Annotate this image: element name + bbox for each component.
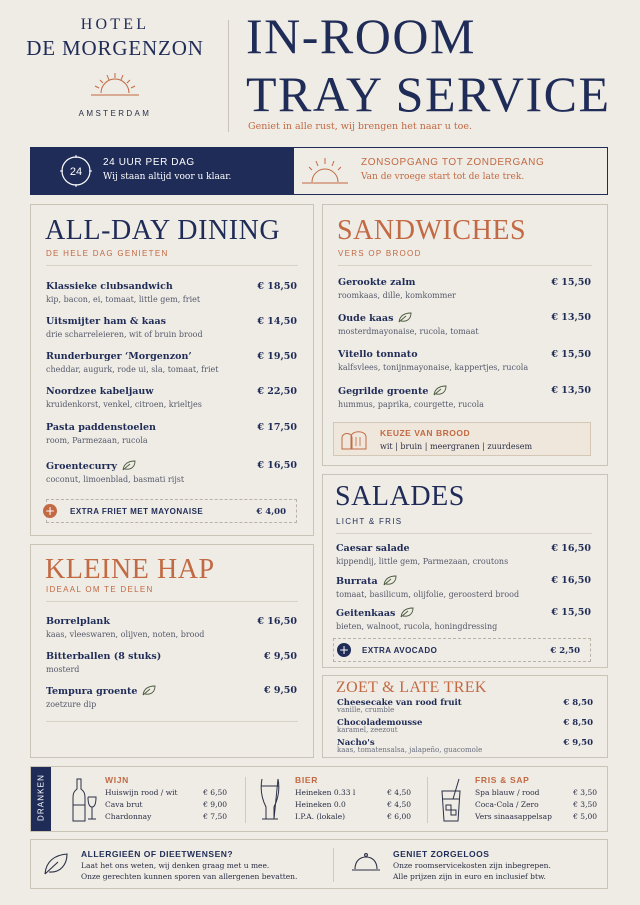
menu-item-name: Nacho's bbox=[337, 738, 375, 748]
drink-price: € 3,50 bbox=[573, 800, 597, 809]
drink-row bbox=[295, 788, 411, 797]
leaf-vegetarian-icon bbox=[400, 607, 414, 618]
menu-item-name: Klassieke clubsandwich bbox=[46, 281, 173, 292]
menu-item-price: € 16,50 bbox=[257, 460, 297, 471]
drink-row bbox=[105, 812, 227, 821]
soda-glass-icon bbox=[439, 777, 463, 823]
drink-group-title: WIJN bbox=[105, 775, 129, 785]
section-divider bbox=[46, 265, 298, 266]
drink-group-fris bbox=[475, 775, 597, 821]
menu-item bbox=[336, 543, 591, 566]
all-day-dining-title: ALL-DAY DINING bbox=[45, 215, 281, 246]
drink-name: Spa blauw / rood bbox=[475, 788, 540, 797]
menu-item-price: € 16,50 bbox=[551, 543, 591, 554]
banner-daytime-title: ZONSOPGANG TOT ZONDERGANG bbox=[361, 157, 545, 168]
allergy-title: ALLERGIEËN OF DIEETWENSEN? bbox=[81, 849, 234, 859]
drink-name: Heineken 0.33 l bbox=[295, 788, 356, 797]
all-day-dining-subtitle: DE HELE DAG GENIETEN bbox=[46, 249, 169, 258]
menu-item bbox=[46, 460, 297, 484]
menu-item bbox=[46, 386, 297, 409]
menu-item-name: Bitterballen (8 stuks) bbox=[46, 651, 162, 662]
extra-option bbox=[333, 638, 591, 662]
menu-item-desc: coconut, limoenblad, basmati rijst bbox=[46, 475, 185, 484]
menu-item-price: € 9,50 bbox=[263, 651, 297, 662]
menu-item-price: € 13,50 bbox=[551, 385, 591, 396]
menu-item-price: € 18,50 bbox=[257, 281, 297, 292]
page-title-line1: IN-ROOM bbox=[246, 8, 476, 64]
menu-item-price: € 13,50 bbox=[551, 312, 591, 323]
drink-price: € 9,00 bbox=[203, 800, 227, 809]
menu-item bbox=[46, 616, 297, 639]
footer-divider bbox=[333, 848, 334, 882]
drink-name: I.P.A. (lokale) bbox=[295, 812, 346, 821]
drink-group-title: FRIS & SAP bbox=[475, 775, 530, 785]
drink-divider bbox=[427, 777, 428, 823]
sandwiches-title: SANDWICHES bbox=[337, 215, 527, 246]
drink-group-title: BIER bbox=[295, 775, 319, 785]
drink-group-wijn bbox=[105, 775, 227, 821]
drink-row bbox=[295, 812, 411, 821]
kleine-hap-title: KLEINE HAP bbox=[45, 554, 215, 585]
bread-choice-title: KEUZE VAN BROOD bbox=[380, 428, 471, 438]
menu-item-price: € 22,50 bbox=[257, 386, 297, 397]
kleine-hap-subtitle: IDEAAL OM TE DELEN bbox=[46, 585, 154, 594]
menu-item-desc: room, Parmezaan, rucola bbox=[46, 436, 148, 445]
bread-choice-options: wit | bruin | meergranen | zuurdesem bbox=[380, 442, 533, 451]
drink-row bbox=[105, 800, 227, 809]
bread-icon bbox=[339, 429, 369, 451]
banner-hours-subtitle: Wij staan altijd voor u klaar. bbox=[103, 172, 232, 182]
leaf-allergy-icon bbox=[43, 852, 69, 876]
menu-item-desc: kip, bacon, ei, tomaat, little gem, friet bbox=[46, 295, 201, 304]
zoet-late-trek-panel bbox=[322, 675, 608, 758]
wine-bottle-glass-icon bbox=[71, 777, 97, 823]
menu-item-price: € 8,50 bbox=[563, 718, 593, 728]
menu-item-name: Gegrilde groente bbox=[338, 386, 429, 397]
drink-price: € 3,50 bbox=[573, 788, 597, 797]
drink-price: € 5,00 bbox=[573, 812, 597, 821]
drink-name: Coca-Cola / Zero bbox=[475, 800, 539, 809]
hotel-name-line2: DE MORGENZON bbox=[26, 36, 204, 60]
section-divider bbox=[46, 721, 298, 722]
allergy-line1: Laat het ons weten, wij denken graag met u mee. bbox=[81, 861, 270, 870]
menu-item-name: Groentecurry bbox=[46, 461, 118, 472]
menu-item-name: Gerookte zalm bbox=[338, 277, 416, 288]
menu-item-price: € 16,50 bbox=[257, 616, 297, 627]
drinks-tab-label: DRANKEN bbox=[36, 774, 46, 821]
menu-item-name: Borrelplank bbox=[46, 616, 110, 627]
menu-item bbox=[336, 607, 591, 631]
salades-panel bbox=[322, 474, 608, 668]
allergy-line2: Onze gerechten kunnen sporen van allergenen bevatten. bbox=[81, 872, 298, 881]
menu-item bbox=[46, 316, 297, 339]
extra-option-label: EXTRA FRIET MET MAYONAISE bbox=[70, 507, 204, 516]
page-title-line2: TRAY SERVICE bbox=[246, 66, 611, 122]
drink-row bbox=[105, 788, 227, 797]
menu-item bbox=[46, 651, 297, 674]
drink-name: Heineken 0.0 bbox=[295, 800, 346, 809]
menu-item-desc: kalfsvlees, tonijnmayonaise, kappertjes, rucola bbox=[338, 363, 529, 372]
drink-row bbox=[475, 788, 597, 797]
leaf-vegetarian-icon bbox=[122, 460, 136, 471]
drink-row bbox=[475, 812, 597, 821]
drink-row bbox=[295, 800, 411, 809]
menu-item-price: € 19,50 bbox=[257, 351, 297, 362]
bread-choice-box bbox=[333, 422, 591, 456]
menu-item-desc: drie scharreleieren, wit of bruin brood bbox=[46, 330, 203, 339]
menu-item-price: € 14,50 bbox=[257, 316, 297, 327]
menu-item-name: Burrata bbox=[336, 576, 378, 587]
menu-item-desc: kaas, vleeswaren, olijven, noten, brood bbox=[46, 630, 205, 639]
menu-item bbox=[338, 385, 591, 409]
menu-item-name: Uitsmijter ham & kaas bbox=[46, 316, 167, 327]
menu-item bbox=[338, 277, 591, 300]
drink-group-bier bbox=[295, 775, 411, 821]
zoet-title: ZOET & LATE TREK bbox=[336, 679, 487, 696]
menu-item bbox=[337, 738, 593, 754]
service-line2: Alle prijzen zijn in euro en inclusief btw. bbox=[393, 872, 546, 881]
menu-item-name: Cheesecake van rood fruit bbox=[337, 698, 462, 708]
drink-price: € 6,00 bbox=[387, 812, 411, 821]
salades-title: SALADES bbox=[335, 481, 465, 512]
drink-price: € 4,50 bbox=[387, 800, 411, 809]
header-divider bbox=[228, 20, 229, 132]
sandwiches-subtitle: VERS OP BROOD bbox=[338, 249, 422, 258]
salades-subtitle: LICHT & FRIS bbox=[336, 517, 403, 526]
drinks-tab bbox=[31, 767, 51, 831]
drink-name: Cava brut bbox=[105, 800, 143, 809]
section-divider bbox=[336, 533, 592, 534]
leaf-vegetarian-icon bbox=[433, 385, 447, 396]
menu-item-desc: kruidenkorst, venkel, citroen, krieltjes bbox=[46, 400, 202, 409]
menu-item-desc: hummus, paprika, courgette, rucola bbox=[338, 400, 484, 409]
menu-item bbox=[46, 351, 297, 374]
menu-item-desc: vanille, crumble bbox=[337, 706, 395, 714]
clock-24-icon bbox=[59, 154, 93, 188]
banner-hours-title: 24 UUR PER DAG bbox=[103, 157, 195, 168]
menu-item-name: Runderburger ‘Morgenzon’ bbox=[46, 351, 192, 362]
sunset-icon bbox=[299, 156, 351, 186]
menu-item-name: Oude kaas bbox=[338, 313, 394, 324]
menu-item bbox=[336, 575, 591, 599]
menu-item-price: € 15,50 bbox=[551, 277, 591, 288]
extra-option-label: EXTRA AVOCADO bbox=[362, 646, 438, 655]
extra-option bbox=[46, 499, 297, 523]
leaf-vegetarian-icon bbox=[398, 312, 412, 323]
drinks-bar bbox=[30, 766, 608, 832]
hotel-city: AMSTERDAM bbox=[78, 109, 152, 118]
footer-notes bbox=[30, 839, 608, 889]
plus-icon: + bbox=[44, 504, 56, 518]
leaf-vegetarian-icon bbox=[383, 575, 397, 586]
menu-item-name: Tempura groente bbox=[46, 686, 138, 697]
section-divider bbox=[46, 601, 298, 602]
menu-item bbox=[46, 422, 297, 445]
menu-item-desc: tomaat, basilicum, olijfolie, geroosterd brood bbox=[336, 590, 520, 599]
menu-item-name: Geitenkaas bbox=[336, 608, 396, 619]
menu-item-name: Noordzee kabeljauw bbox=[46, 386, 154, 397]
drink-name: Chardonnay bbox=[105, 812, 152, 821]
plus-icon: + bbox=[338, 643, 350, 657]
menu-item-name: Chocolademousse bbox=[337, 718, 423, 728]
menu-item bbox=[46, 281, 297, 304]
drink-divider bbox=[245, 777, 246, 823]
all-day-dining-panel bbox=[30, 204, 314, 536]
page-subtitle: Geniet in alle rust, wij brengen het naar u toe. bbox=[248, 121, 473, 132]
extra-option-price: € 2,50 bbox=[550, 646, 580, 656]
menu-item bbox=[337, 698, 593, 714]
menu-item bbox=[338, 312, 591, 336]
menu-item-desc: bieten, walnoot, rucola, honingdressing bbox=[336, 622, 498, 631]
beer-glass-icon bbox=[259, 777, 281, 823]
menu-item-price: € 15,50 bbox=[551, 349, 591, 360]
drink-price: € 7,50 bbox=[203, 812, 227, 821]
section-divider bbox=[338, 265, 592, 266]
menu-item-name: Caesar salade bbox=[336, 543, 410, 554]
menu-item-desc: mosterdmayonaise, rucola, tomaat bbox=[338, 327, 479, 336]
page-title bbox=[246, 8, 611, 122]
info-banner bbox=[30, 147, 608, 195]
cloche-icon bbox=[351, 852, 381, 874]
menu-item bbox=[46, 685, 297, 709]
menu-item-desc: cheddar, augurk, rode ui, sla, tomaat, friet bbox=[46, 365, 219, 374]
banner-daytime-subtitle: Van de vroege start tot de late trek. bbox=[361, 172, 525, 182]
banner-hours bbox=[31, 148, 294, 194]
menu-item-desc: roomkaas, dille, komkommer bbox=[338, 291, 456, 300]
menu-item-desc: kippendij, little gem, Parmezaan, croutons bbox=[336, 557, 509, 566]
menu-item-price: € 17,50 bbox=[257, 422, 297, 433]
drink-price: € 4,50 bbox=[387, 788, 411, 797]
drink-name: Vers sinaasappelsap bbox=[475, 812, 552, 821]
menu-item-price: € 9,50 bbox=[263, 685, 297, 696]
hotel-brand bbox=[20, 16, 210, 118]
extra-option-price: € 4,00 bbox=[256, 507, 286, 517]
drink-name: Huiswijn rood / wit bbox=[105, 788, 178, 797]
service-title: GENIET ZORGELOOS bbox=[393, 849, 490, 859]
menu-item-desc: kaas, tomatensalsa, jalapeño, guacomole bbox=[337, 746, 483, 754]
menu-item-desc: karamel, zeezout bbox=[337, 726, 398, 734]
menu-item bbox=[337, 718, 593, 734]
service-line1: Onze roomservicekosten zijn inbegrepen. bbox=[393, 861, 551, 870]
clock-number: 24 bbox=[69, 166, 83, 178]
menu-item-desc: mosterd bbox=[46, 665, 80, 674]
menu-item-price: € 16,50 bbox=[551, 575, 591, 586]
menu-item-desc: zoetzure dip bbox=[46, 700, 97, 709]
menu-item bbox=[338, 349, 591, 372]
menu-item-price: € 9,50 bbox=[563, 738, 593, 748]
hotel-name-line1: HOTEL bbox=[80, 16, 150, 33]
drink-row bbox=[475, 800, 597, 809]
sunrise-logo-icon bbox=[87, 71, 143, 99]
kleine-hap-panel bbox=[30, 544, 314, 758]
menu-item-price: € 8,50 bbox=[563, 698, 593, 708]
menu-item-price: € 15,50 bbox=[551, 607, 591, 618]
leaf-vegetarian-icon bbox=[142, 685, 156, 696]
menu-item-name: Vitello tonnato bbox=[338, 349, 418, 360]
menu-item-name: Pasta paddenstoelen bbox=[46, 422, 156, 433]
drink-price: € 6,50 bbox=[203, 788, 227, 797]
sandwiches-panel bbox=[322, 204, 608, 466]
